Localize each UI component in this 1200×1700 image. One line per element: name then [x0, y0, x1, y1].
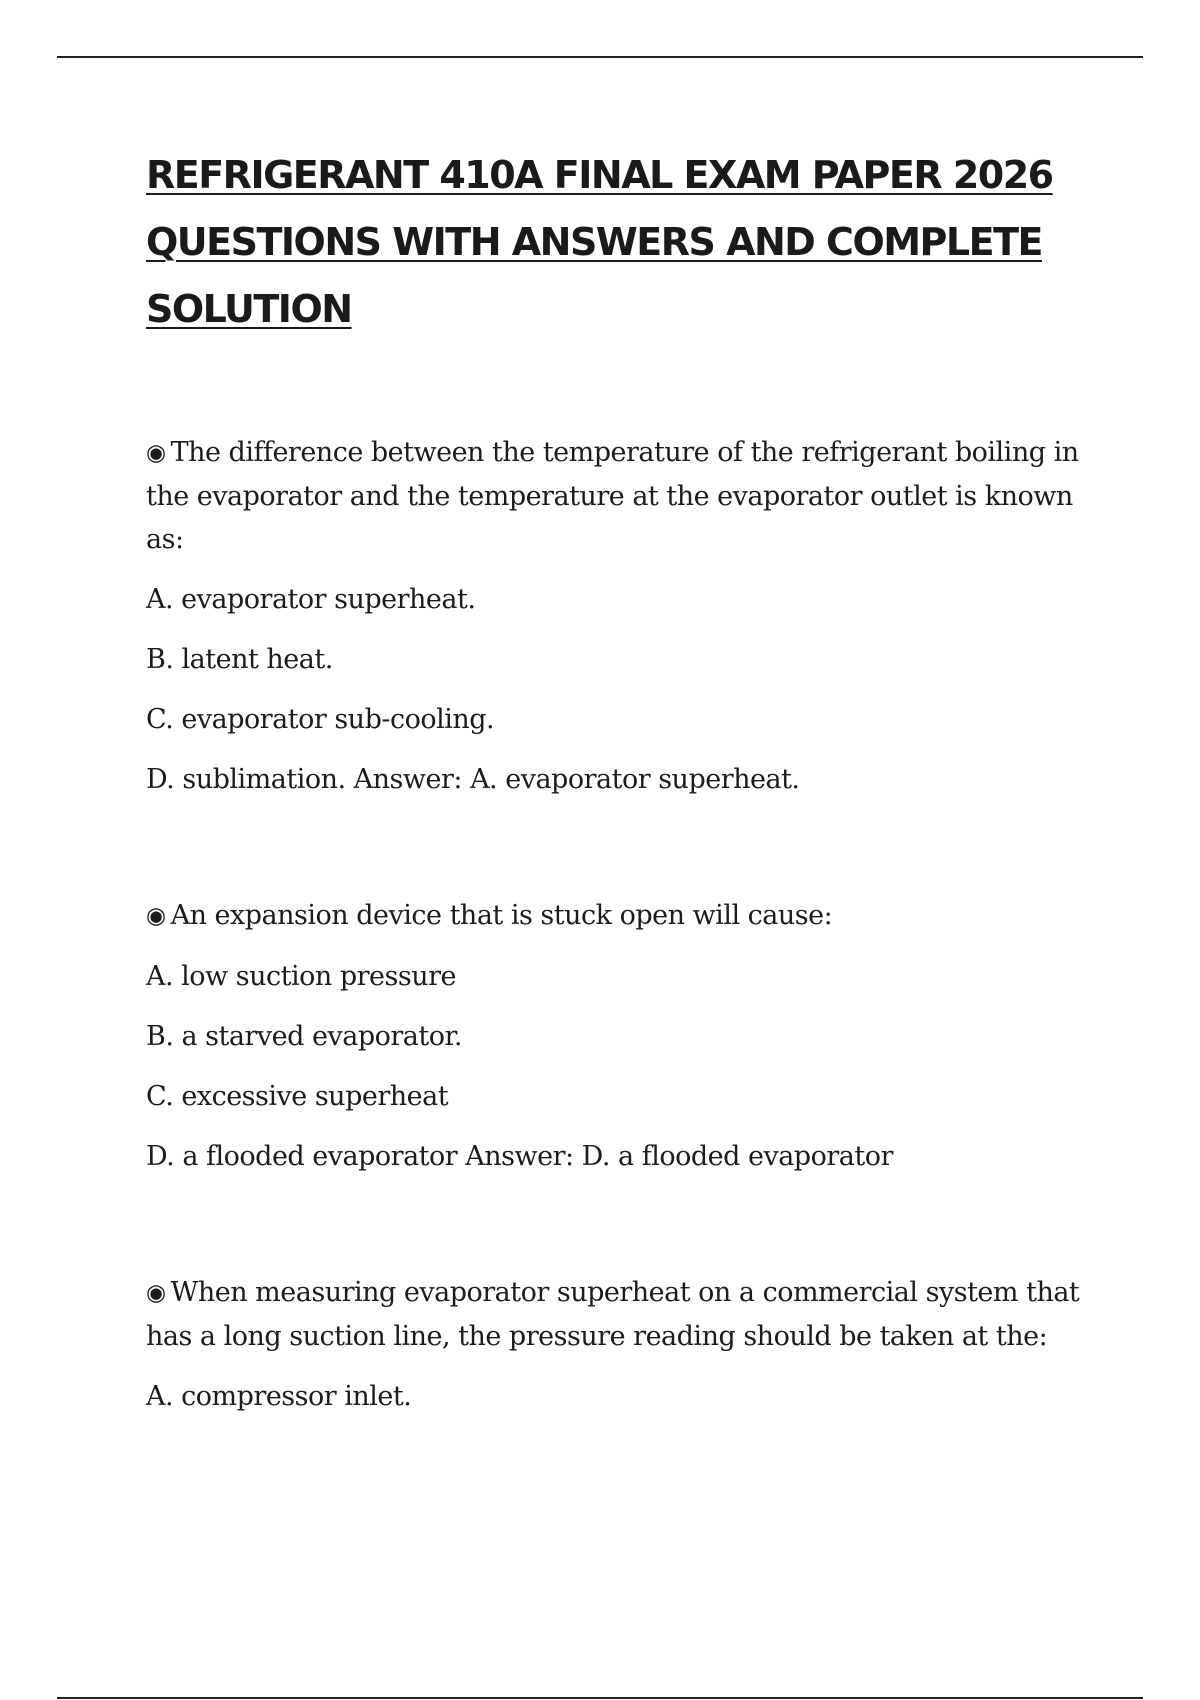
answer-option: B. a starved evaporator.	[146, 1021, 462, 1052]
answer-option: D. sublimation. Answer: A. evaporator superheat.	[146, 764, 800, 795]
question-block	[146, 431, 1106, 801]
question-block	[146, 1271, 1106, 1418]
document-title: REFRIGERANT 410A FINAL EXAM PAPER 2026 QUESTIONS WITH ANSWERS AND COMPLETE SOLUTION	[146, 153, 1053, 331]
fisheye-bullet-icon: ◉	[146, 1280, 166, 1306]
answer-option: C. evaporator sub-cooling.	[146, 704, 495, 735]
fisheye-bullet-icon: ◉	[146, 903, 166, 929]
question-block	[146, 894, 1106, 1178]
question-text: An expansion device that is stuck open will cause:	[170, 900, 833, 931]
question-stem	[146, 1271, 1106, 1358]
answer-option: D. a flooded evaporator Answer: D. a flooded evaporator	[146, 1141, 893, 1172]
document-body	[146, 142, 1106, 1418]
question-stem	[146, 894, 1106, 938]
fisheye-bullet-icon: ◉	[146, 440, 166, 466]
answer-option: A. compressor inlet.	[146, 1381, 412, 1412]
bottom-rule	[57, 1697, 1143, 1699]
answer-option: B. latent heat.	[146, 644, 333, 675]
answer-option: C. excessive superheat	[146, 1081, 449, 1112]
top-rule	[57, 56, 1143, 58]
question-text: The difference between the temperature of the refrigerant boiling in the evaporator and the temperature at the evaporator outlet is known as:	[146, 437, 1079, 555]
question-text: When measuring evaporator superheat on a commercial system that has a long suction line, the pressure reading should be taken at the:	[146, 1277, 1080, 1352]
answer-option: A. low suction pressure	[146, 961, 456, 992]
question-stem	[146, 431, 1106, 561]
answer-option: A. evaporator superheat.	[146, 584, 476, 615]
